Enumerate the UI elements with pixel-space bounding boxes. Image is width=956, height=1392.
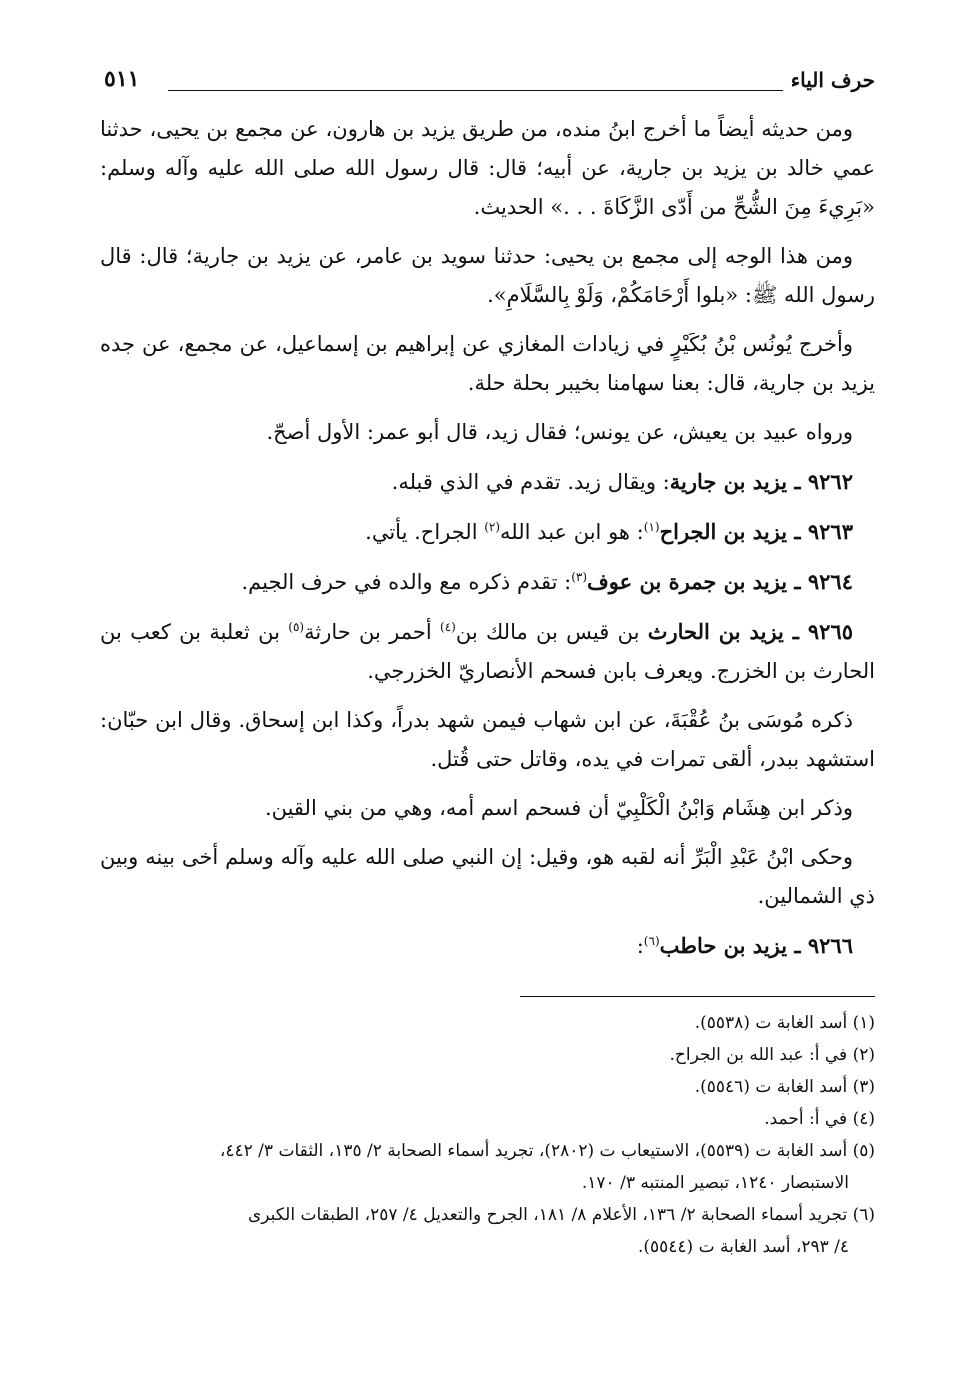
footnote — [100, 1103, 875, 1135]
entry-text: الجراح. يأتي. — [365, 520, 485, 544]
footnote-ref: (٥) — [288, 620, 305, 634]
entry-label: ٩٢٦٢ ـ يزيد بن جارية — [669, 469, 853, 494]
footnote — [100, 1199, 875, 1263]
footnote — [100, 1007, 875, 1039]
entry-text: أحمر بن حارثة — [304, 620, 441, 644]
entry-text: : — [636, 934, 644, 958]
entry-label: ٩٢٦٤ ـ يزيد بن جمرة بن عوف — [587, 569, 853, 594]
entry-label: ٩٢٦٦ ـ يزيد بن حاطب — [659, 933, 853, 958]
footnote-text: (١) أسد الغابة ت (٥٥٣٨). — [694, 1013, 875, 1033]
footnote — [100, 1071, 875, 1103]
paragraph: وأخرج يُونُس بْنُ بُكَيْرٍ في زيادات المغازي عن إبراهيم بن إسماعيل، عن مجمع، عن جده يزيد بن جارية، قال: بعنا سهامنا بخيبر بحلة حلة. — [100, 332, 875, 395]
footnote-text: (٥) أسد الغابة ت (٥٥٣٩)، الاستيعاب ت (٢٨٠٢)، تجريد أسماء الصحابة ٢/ ١٣٥، الثقات ٣/ ٤٤٢، — [219, 1141, 875, 1161]
footnote-continuation: ٤/ ٢٩٣، أسد الغابة ت (٥٥٤٤). — [637, 1237, 849, 1257]
entry-9262 — [100, 462, 875, 502]
paragraph: وحكى ابْنُ عَبْدِ الْبَرِّ أنه لقبه هو، وقيل: إن النبي صلى الله عليه وآله وسلم أخى بينه وبين ذي الشمالين. — [100, 845, 875, 908]
footnote-ref: (٣) — [571, 570, 588, 584]
entry-text: : هو ابن عبد الله — [500, 520, 644, 544]
footnote-text: (٤) في أ: أحمد. — [764, 1109, 875, 1129]
main-text — [100, 110, 875, 966]
footnote-separator — [520, 996, 875, 997]
entry-text: : ويقال زيد. تقدم في الذي قبله. — [391, 470, 670, 494]
footnote-ref: (٢) — [484, 520, 501, 534]
footnote-text: (٢) في أ: عبد الله بن الجراح. — [669, 1045, 875, 1065]
chapter-title: حرف الياء — [790, 68, 875, 92]
entry-9263 — [100, 512, 875, 552]
entry-label: ٩٢٦٣ ـ يزيد بن الجراح — [659, 519, 853, 544]
entry-text: بن ثعلبة بن كعب بن الحارث بن الخزرج. ويعرف بابن فسحم الأنصاريّ الخزرجي. — [100, 620, 875, 683]
entry-9266 — [100, 926, 875, 966]
footnote — [100, 1135, 875, 1199]
header-rule — [168, 90, 783, 91]
entry-9264 — [100, 562, 875, 602]
entry-text: : تقدم ذكره مع والده في حرف الجيم. — [241, 570, 572, 594]
footnote — [100, 1039, 875, 1071]
entry-9265 — [100, 612, 875, 691]
footnote-ref: (٤) — [440, 620, 456, 634]
footnote-text: (٦) تجريد أسماء الصحابة ٢/ ١٣٦، الأعلام ٨/ ١٨١، الجرح والتعديل ٤/ ٢٥٧، الطبقات الكبرى — [247, 1205, 875, 1225]
footnotes — [100, 1007, 875, 1263]
footnote-ref: (١) — [643, 520, 660, 534]
paragraph: ومن هذا الوجه إلى مجمع بن يحيى: حدثنا سويد بن عامر، عن يزيد بن جارية؛ قال: قال رسول الله ﷺ: «بلوا أَرْحَامَكُمْ، وَلَوْ بِالسَّلَامِ». — [100, 244, 875, 307]
running-header — [100, 62, 875, 96]
footnote-continuation: الاستبصار ١٢٤٠، تبصير المنتبه ٣/ ١٧٠. — [581, 1173, 849, 1193]
page-number: ٥١١ — [104, 66, 140, 92]
paragraph: ومن حديثه أيضاً ما أخرج ابنُ منده، من طريق يزيد بن هارون، عن مجمع بن يحيى، حدثنا عمي خالد بن يزيد بن جارية، عن أبيه؛ قال: قال رسول الله صلى الله عليه وآله وسلم: «بَرِيءَ مِنَ الشُّحِّ من أَدّى الزَّكَاةَ . . .» الحديث. — [100, 117, 875, 219]
entry-text: بن قيس بن مالك بن — [455, 620, 648, 644]
book-page — [100, 62, 875, 1263]
paragraph: ذكره مُوسَى بنُ عُقْبَةَ، عن ابن شهاب فيمن شهد بدراً، وكذا ابن إسحاق. وقال ابن حبّان: استشهد ببدر، ألقى تمرات في يده، وقاتل حتى قُتل. — [100, 708, 875, 771]
paragraph: وذكر ابن هِشَام وَابْنُ الْكَلْبِيّ أن فسحم اسم أمه، وهي من بني القين. — [264, 796, 853, 820]
entry-label: ٩٢٦٥ ـ يزيد بن الحارث — [647, 619, 854, 644]
footnote-ref: (٦) — [643, 934, 660, 948]
footnote-text: (٣) أسد الغابة ت (٥٥٤٦). — [694, 1077, 875, 1097]
paragraph: ورواه عبيد بن يعيش، عن يونس؛ فقال زيد، قال أبو عمر: الأول أصحّ. — [266, 420, 853, 444]
